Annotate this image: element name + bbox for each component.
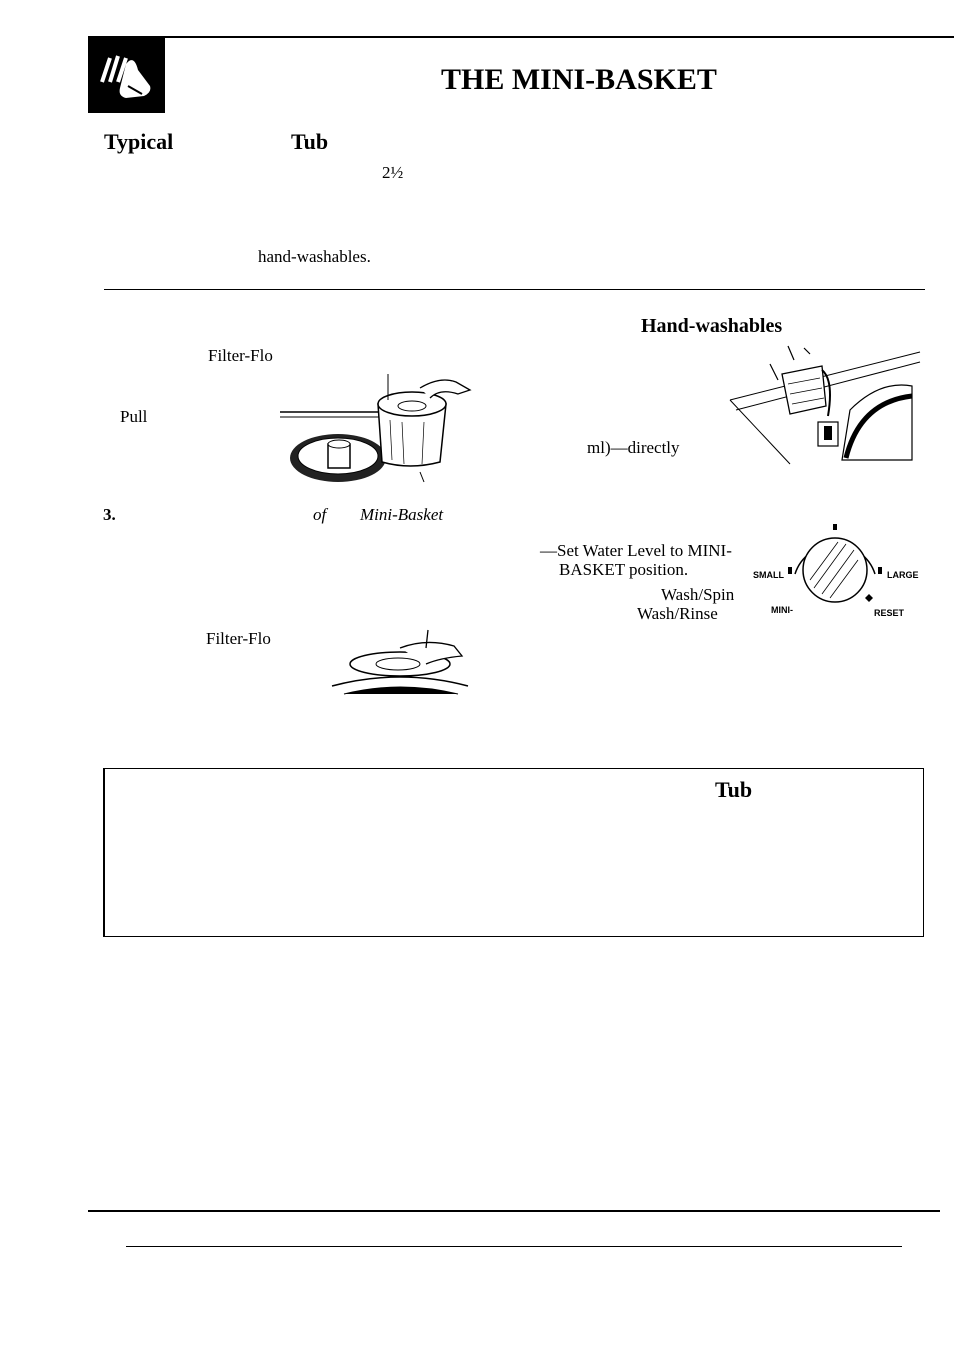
step3-mini-basket: Mini-Basket [360, 505, 444, 524]
ml-directly-text: ml)—directly [587, 438, 680, 457]
hand-washables-heading: Hand-washables [641, 315, 783, 337]
pull-label: Pull [120, 407, 148, 426]
step3-number: 3. [103, 505, 116, 524]
water-level-line1: —Set Water Level to MINI- [540, 541, 732, 560]
section-divider [104, 289, 925, 290]
dial-label-small: SMALL [753, 570, 784, 580]
step3-of: of [313, 505, 327, 524]
footer-rule-thin [126, 1246, 902, 1247]
dial-label-reset: RESET [874, 608, 905, 618]
hand-washables-text: hand-washables. [258, 247, 371, 266]
dial-label-large: LARGE [887, 570, 919, 580]
basket-lift-illustration [280, 370, 480, 480]
section-heading-tub: Tub [291, 129, 329, 154]
filter-placement-illustration [330, 628, 470, 698]
water-level-dial [770, 520, 900, 610]
top-rule [88, 36, 954, 38]
pouring-illustration [730, 340, 920, 465]
boxed-note [103, 768, 924, 937]
dial-label-mini: MINI- [771, 605, 793, 615]
wash-spin-label: Wash/Spin [661, 585, 735, 604]
logo-block [88, 36, 165, 113]
hand-pointing-icon [88, 36, 165, 113]
page-title: THE MINI-BASKET [441, 63, 717, 96]
boxed-note-tub: Tub [715, 777, 753, 802]
section-heading-typical: Typical [104, 129, 174, 154]
footer-rule-thick [88, 1210, 940, 1212]
wash-rinse-label: Wash/Rinse [637, 604, 718, 623]
fraction-text: 2½ [382, 163, 404, 182]
filter-flo-label-2: Filter-Flo [206, 629, 271, 648]
water-level-line2: BASKET position. [559, 560, 689, 579]
filter-flo-label-1: Filter-Flo [208, 346, 273, 365]
